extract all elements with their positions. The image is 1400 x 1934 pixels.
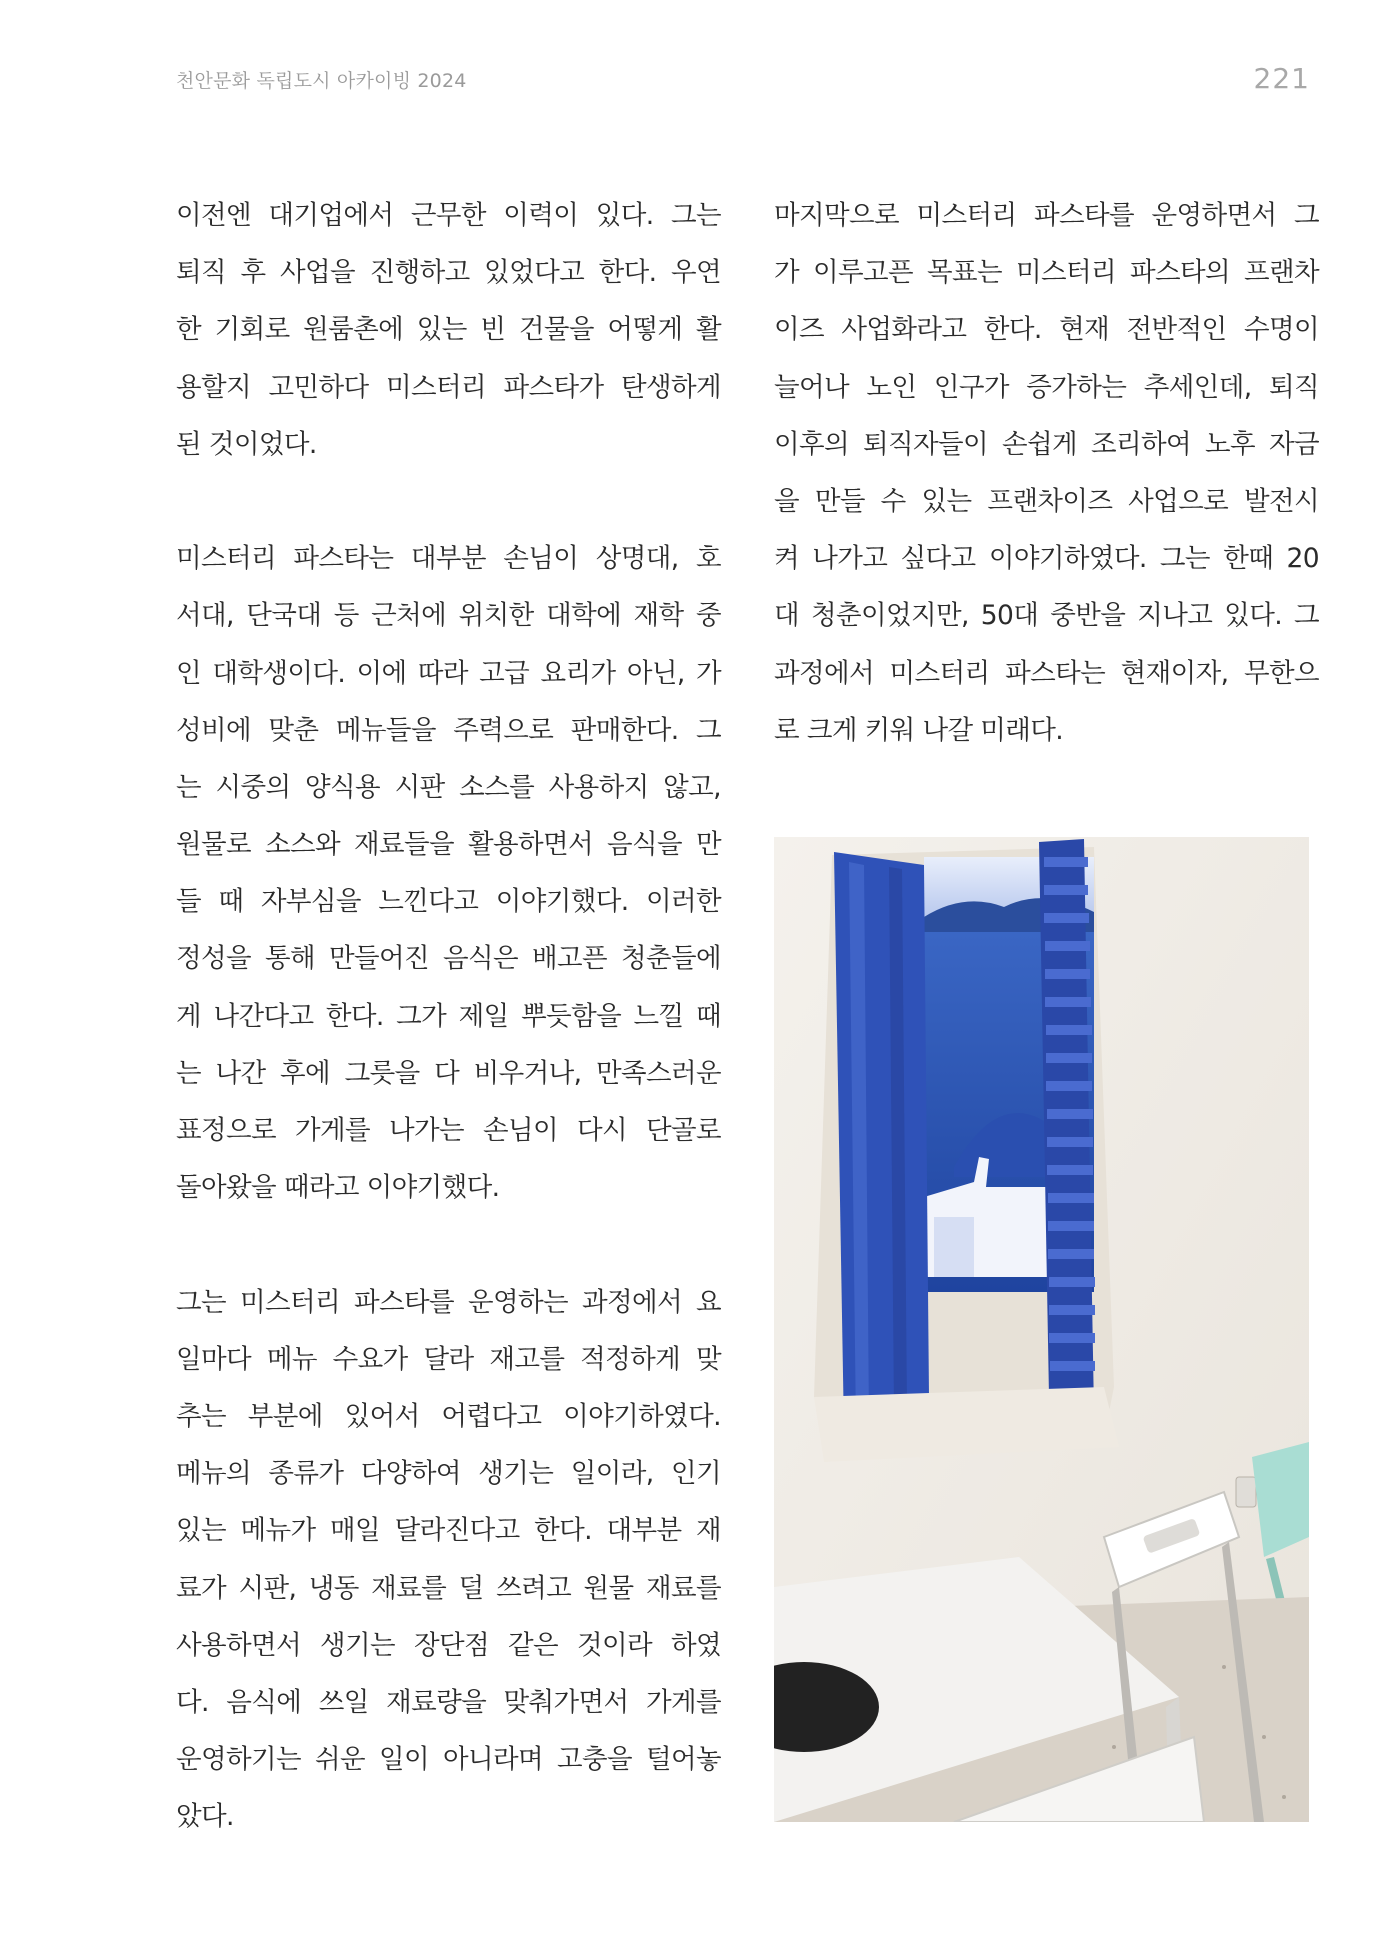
text-line: 표정으로 가게를 나가는 손님이 다시 단골로 (176, 1115, 721, 1146)
text-line: 게 나간다고 한다. 그가 제일 뿌듯함을 느낄 때 (176, 1000, 721, 1032)
left-column (176, 187, 721, 1845)
text-line: 이전엔 대기업에서 근무한 이력이 있다. 그는 (176, 200, 721, 231)
text-line: 미스터리 파스타는 대부분 손님이 상명대, 호 (176, 543, 721, 575)
wall-outlet (1236, 1477, 1256, 1507)
text-line: 성비에 맞춘 메뉴들을 주력으로 판매한다. 그 (176, 714, 721, 746)
text-line: 인 대학생이다. 이에 따라 고급 요리가 아닌, 가 (176, 657, 721, 689)
text-line: 늘어나 노인 인구가 증가하는 추세인데, 퇴직 (774, 371, 1319, 403)
text-line: 을 만들 수 있는 프랜차이즈 사업으로 발전시 (774, 485, 1319, 517)
text-line: 았다. (176, 1801, 234, 1833)
left-shutter (834, 852, 929, 1432)
text-line: 일마다 메뉴 수요가 달라 재고를 적정하게 맞 (176, 1343, 721, 1375)
page-number: 221 (1253, 62, 1310, 95)
text-line: 돌아왔을 때라고 이야기했다. (176, 1172, 500, 1204)
text-line: 메뉴의 종류가 다양하여 생기는 일이라, 인기 (176, 1458, 721, 1490)
right-column (774, 187, 1319, 759)
text-line: 대 청춘이었지만, 50대 중반을 지나고 있다. 그 (774, 600, 1319, 632)
paragraph (774, 187, 1319, 759)
text-line: 된 것이었다. (176, 428, 317, 460)
text-line: 운영하기는 쉬운 일이 아니라며 고충을 털어놓 (176, 1744, 721, 1776)
text-line: 로 크게 키워 나갈 미래다. (774, 714, 1064, 746)
text-line: 서대, 단국대 등 근처에 위치한 대학에 재학 중 (176, 600, 721, 632)
text-line: 정성을 통해 만들어진 음식은 배고픈 청춘들에 (176, 943, 721, 975)
text-line: 있는 메뉴가 매일 달라진다고 한다. 대부분 재 (176, 1515, 721, 1547)
text-line: 한 기회로 원룸촌에 있는 빈 건물을 어떻게 활 (176, 314, 721, 346)
text-line: 추는 부분에 있어서 어렵다고 이야기하였다. (176, 1400, 721, 1432)
text-line: 원물로 소스와 재료들을 활용하면서 음식을 만 (176, 829, 721, 861)
restaurant-interior-photo (774, 837, 1309, 1822)
text-line: 는 나간 후에 그릇을 다 비우거나, 만족스러운 (176, 1057, 721, 1089)
paragraph (176, 530, 721, 1216)
text-line: 이후의 퇴직자들이 손쉽게 조리하여 노후 자금 (774, 428, 1319, 460)
text-line: 들 때 자부심을 느낀다고 이야기했다. 이러한 (176, 886, 721, 918)
text-line: 사용하면서 생기는 장단점 같은 것이라 하였 (176, 1629, 721, 1661)
text-line: 이즈 사업화라고 한다. 현재 전반적인 수명이 (774, 314, 1319, 346)
text-line: 과정에서 미스터리 파스타는 현재이자, 무한으 (774, 657, 1319, 689)
text-line: 용할지 고민하다 미스터리 파스타가 탄생하게 (176, 371, 721, 403)
paragraph (176, 187, 721, 473)
text-line: 그는 미스터리 파스타를 운영하는 과정에서 요 (176, 1286, 721, 1318)
text-line: 는 시중의 양식용 시판 소스를 사용하지 않고, (176, 771, 721, 803)
text-line: 마지막으로 미스터리 파스타를 운영하면서 그 (774, 200, 1319, 231)
text-line: 가 이루고픈 목표는 미스터리 파스타의 프랜차 (774, 257, 1319, 289)
paragraph (176, 1274, 721, 1846)
text-line: 다. 음식에 쓰일 재료량을 맞춰가면서 가게를 (176, 1686, 721, 1718)
text-line: 퇴직 후 사업을 진행하고 있었다고 한다. 우연 (176, 257, 721, 289)
text-line: 켜 나가고 싶다고 이야기하였다. 그는 한때 20 (774, 543, 1319, 575)
text-line: 료가 시판, 냉동 재료를 덜 쓰려고 원물 재료를 (176, 1572, 721, 1604)
running-title: 천안문화 독립도시 아카이빙 2024 (176, 70, 467, 92)
